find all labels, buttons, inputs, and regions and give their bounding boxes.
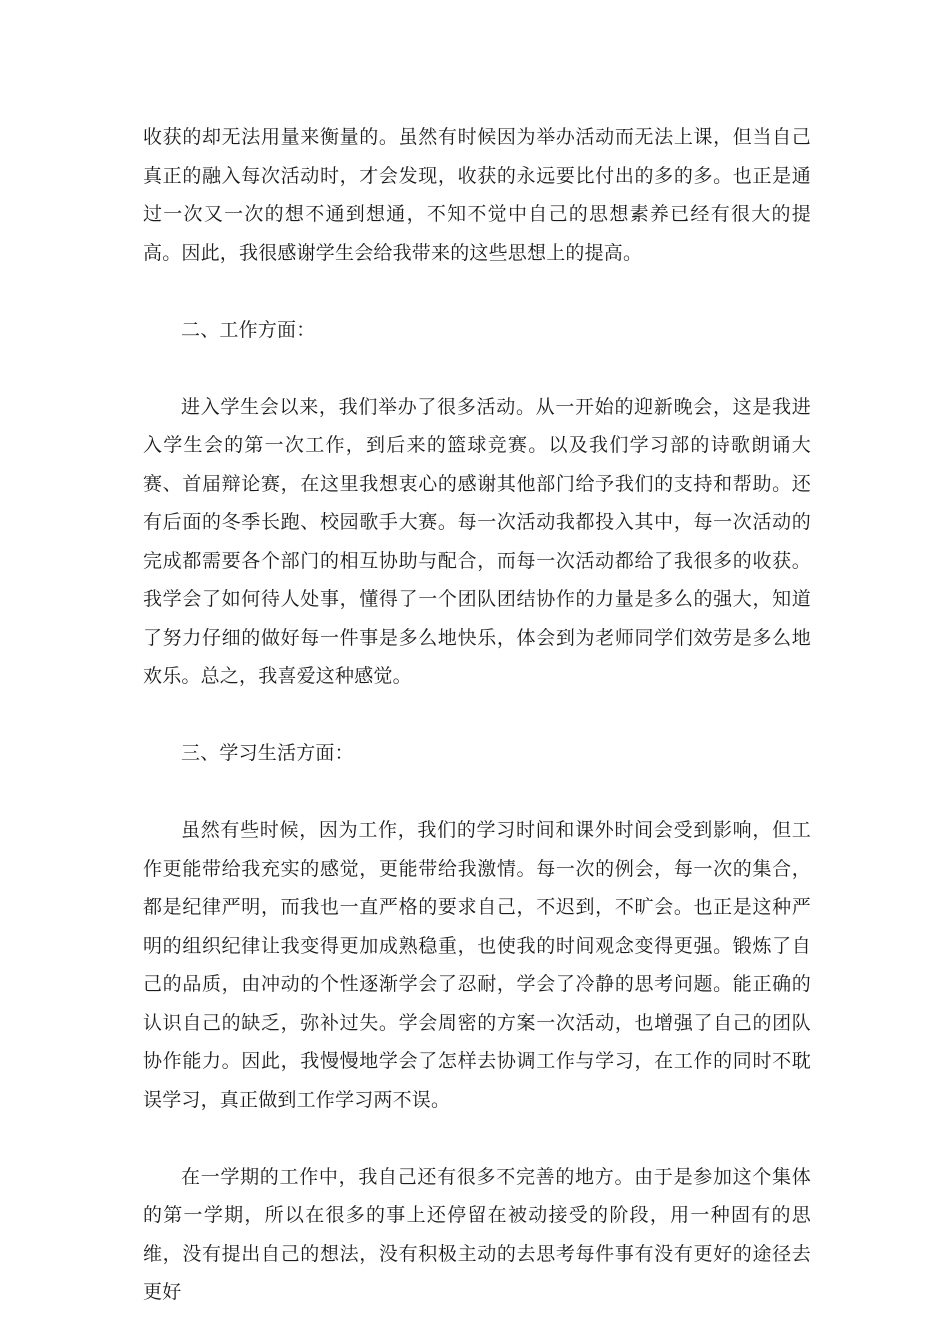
paragraph-gap bbox=[143, 349, 811, 388]
document-page bbox=[143, 118, 811, 1312]
paragraph-gap bbox=[143, 1119, 811, 1158]
section-heading-work: 二、工作方面： bbox=[181, 318, 316, 341]
section-heading-study: 三、学习生活方面： bbox=[181, 742, 354, 764]
paragraph-gap bbox=[143, 696, 811, 735]
paragraph-work: 进入学生会以来，我们举办了很多活动。从一开始的迎新晚会，这是我进入学生会的第一次工作，到后来的篮球竞赛。以及我们学习部的诗歌朗诵大赛、首届辩论赛，在这里我想衷心的感谢其他部门给予我们的支持和帮助。还有后面的冬季长跑、校园歌手大赛。每一次活动我都投入其中，每一次活动的完成都需要各个部门的相互协助与配合，而每一次活动都给了我很多的收获。我学会了如何待人处事，懂得了一个团队团结协作的力量是多么的强大，知道了努力仔细的做好每一件事是多么地快乐，体会到为老师同学们效劳是多么地欢乐。总之，我喜爱这种感觉。 bbox=[143, 395, 811, 687]
paragraph-semester: 在一学期的工作中，我自己还有很多不完善的地方。由于是参加这个集体的第一学期，所以在很多的事上还停留在被动接受的阶段，用一种固有的思维，没有提出自己的想法，没有积极主动的去思考每件事有没有更好的途径去更好 bbox=[143, 1165, 811, 1303]
paragraph-gap bbox=[143, 272, 811, 311]
paragraph-intro: 收获的却无法用量来衡量的。虽然有时候因为举办活动而无法上课，但当自己真正的融入每次活动时，才会发现，收获的永远要比付出的多的多。也正是通过一次又一次的想不通到想通，不知不觉中自己的思想素养已经有很大的提高。因此，我很感谢学生会给我带来的这些思想上的提高。 bbox=[143, 126, 811, 264]
paragraph-gap bbox=[143, 773, 811, 812]
paragraph-study: 虽然有些时候，因为工作，我们的学习时间和课外时间会受到影响，但工作更能带给我充实的感觉，更能带给我激情。每一次的例会，每一次的集合，都是纪律严明，而我也一直严格的要求自己，不迟到，不旷会。也正是这种严明的组织纪律让我变得更加成熟稳重，也使我的时间观念变得更强。锻炼了自己的品质，由冲动的个性逐渐学会了忍耐，学会了冷静的思考问题。能正确的认识自己的缺乏，弥补过失。学会周密的方案一次活动，也增强了自己的团队协作能力。因此，我慢慢地学会了怎样去协调工作与学习，在工作的同时不耽误学习，真正做到工作学习两不误。 bbox=[143, 819, 811, 1111]
